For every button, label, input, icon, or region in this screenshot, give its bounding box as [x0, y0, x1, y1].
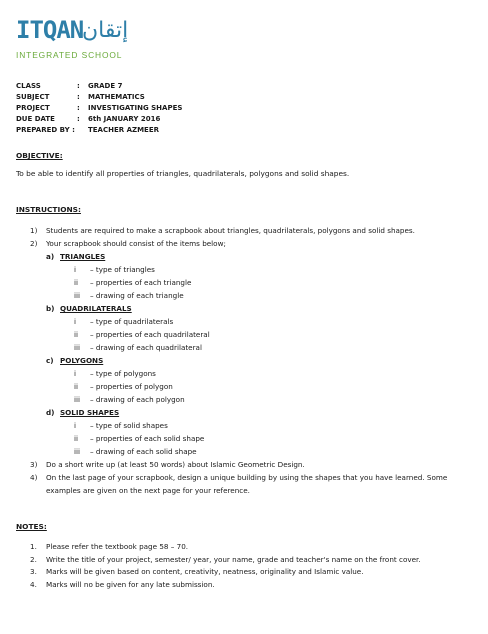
item-number: 2) [30, 239, 38, 248]
note-text: Marks will be given based on content, creativity, neatness, originality and Islamic value. [46, 567, 364, 576]
point-text: – drawing of each polygon [90, 395, 185, 404]
point-number: ii [74, 434, 78, 443]
note-number: 2. [30, 554, 37, 564]
item-text: On the last page of your scrapbook, design a unique building by using the shapes that you have learned. Some examples are given on the next page for your reference. [46, 473, 448, 495]
instruction-item-2 [30, 237, 460, 458]
instruction-item-4 [30, 471, 460, 497]
point-text: – type of quadrilaterals [90, 317, 174, 326]
note-number: 1. [30, 542, 37, 551]
section-quadrilaterals [46, 302, 460, 354]
point-text: – properties of each solid shape [90, 434, 205, 443]
meta-row-prepared-by [16, 125, 182, 136]
section-point [60, 445, 460, 458]
meta-label: DUE DATE [16, 115, 55, 123]
item-text: Do a short write up (at least 50 words) about Islamic Geometric Design. [46, 460, 305, 469]
point-text: – type of triangles [90, 265, 155, 274]
meta-label: CLASS [16, 82, 41, 90]
section-point [60, 380, 460, 393]
meta-value: 6th JANUARY 2016 [88, 115, 161, 123]
logo-arabic-text: إتقان [82, 18, 129, 43]
point-number: iii [74, 343, 80, 352]
meta-value: TEACHER AZMEER [88, 126, 159, 134]
point-text: – drawing of each triangle [90, 291, 184, 300]
notes-list [30, 541, 460, 591]
note-item [30, 554, 460, 567]
logo-latin-text: ITQAN [16, 16, 84, 44]
meta-colon: : [77, 115, 80, 123]
point-number: ii [74, 330, 78, 339]
point-text: – properties of each triangle [90, 278, 192, 287]
meta-value: INVESTIGATING SHAPES [88, 104, 183, 112]
project-details [16, 81, 182, 136]
section-triangles [46, 250, 460, 302]
section-point [60, 263, 460, 276]
section-title: POLYGONS [60, 356, 104, 365]
section-polygons [46, 354, 460, 406]
note-number: 3. [30, 567, 37, 576]
section-letter: d) [46, 408, 55, 417]
point-text: – drawing of each quadrilateral [90, 343, 202, 352]
meta-value: GRADE 7 [88, 82, 123, 90]
meta-value: MATHEMATICS [88, 93, 145, 101]
point-text: – type of polygons [90, 369, 156, 378]
point-number: iii [74, 395, 80, 404]
meta-label: SUBJECT [16, 93, 50, 101]
item-number: 1) [30, 226, 38, 235]
point-number: iii [74, 447, 80, 456]
note-text: Marks will no be given for any late submission. [46, 579, 215, 589]
point-text: – type of solid shapes [90, 421, 168, 430]
objective-heading: OBJECTIVE: [16, 151, 63, 160]
section-point [60, 341, 460, 354]
item-text: Your scrapbook should consist of the items below; [46, 239, 226, 248]
note-text: Write the title of your project, semester/ year, your name, grade and teacher's name on the front cover. [46, 554, 421, 564]
point-text: – properties of polygon [90, 382, 173, 391]
instruction-item-1 [30, 224, 460, 237]
meta-row-project [16, 103, 182, 114]
note-item [30, 566, 460, 579]
logo-subtitle: INTEGRATED SCHOOL [16, 50, 123, 60]
meta-colon: : [77, 104, 80, 112]
section-point [60, 393, 460, 406]
section-point [60, 419, 460, 432]
objective-text: To be able to identify all properties of triangles, quadrilaterals, polygons and solid shapes. [16, 169, 350, 178]
meta-colon: : [77, 82, 80, 90]
meta-row-due-date [16, 114, 182, 125]
school-logo [16, 16, 129, 62]
instructions-list [30, 224, 460, 497]
item-number: 4) [30, 473, 38, 482]
section-title: QUADRILATERALS [60, 304, 132, 313]
point-number: i [74, 317, 76, 326]
point-number: ii [74, 278, 78, 287]
note-text: Please refer the textbook page 58 – 70. [46, 542, 189, 551]
note-number: 4. [30, 579, 37, 589]
section-letter: a) [46, 252, 55, 261]
meta-label: PROJECT [16, 104, 50, 112]
section-point [60, 289, 460, 302]
point-text: – properties of each quadrilateral [90, 330, 210, 339]
section-point [60, 328, 460, 341]
point-number: i [74, 265, 76, 274]
section-point [60, 432, 460, 445]
section-point [60, 315, 460, 328]
point-number: iii [74, 291, 80, 300]
item-text: Students are required to make a scrapbook about triangles, quadrilaterals, polygons and solid shapes. [46, 226, 415, 235]
section-letter: c) [46, 356, 54, 365]
section-point [60, 276, 460, 289]
point-text: – drawing of each solid shape [90, 447, 197, 456]
instructions-heading: INSTRUCTIONS: [16, 205, 81, 214]
instruction-item-3 [30, 458, 460, 471]
section-solid-shapes [46, 406, 460, 458]
section-point [60, 367, 460, 380]
notes-heading: NOTES: [16, 522, 47, 531]
note-item [30, 541, 460, 554]
point-number: i [74, 421, 76, 430]
item-number: 3) [30, 460, 38, 469]
meta-row-subject [16, 92, 182, 103]
meta-row-class [16, 81, 182, 92]
point-number: ii [74, 382, 78, 391]
meta-colon: : [77, 93, 80, 101]
section-title: TRIANGLES [60, 252, 106, 261]
point-number: i [74, 369, 76, 378]
note-item [30, 579, 460, 592]
section-title: SOLID SHAPES [60, 408, 120, 417]
meta-label: PREPARED BY : [16, 126, 75, 134]
section-letter: b) [46, 304, 55, 313]
